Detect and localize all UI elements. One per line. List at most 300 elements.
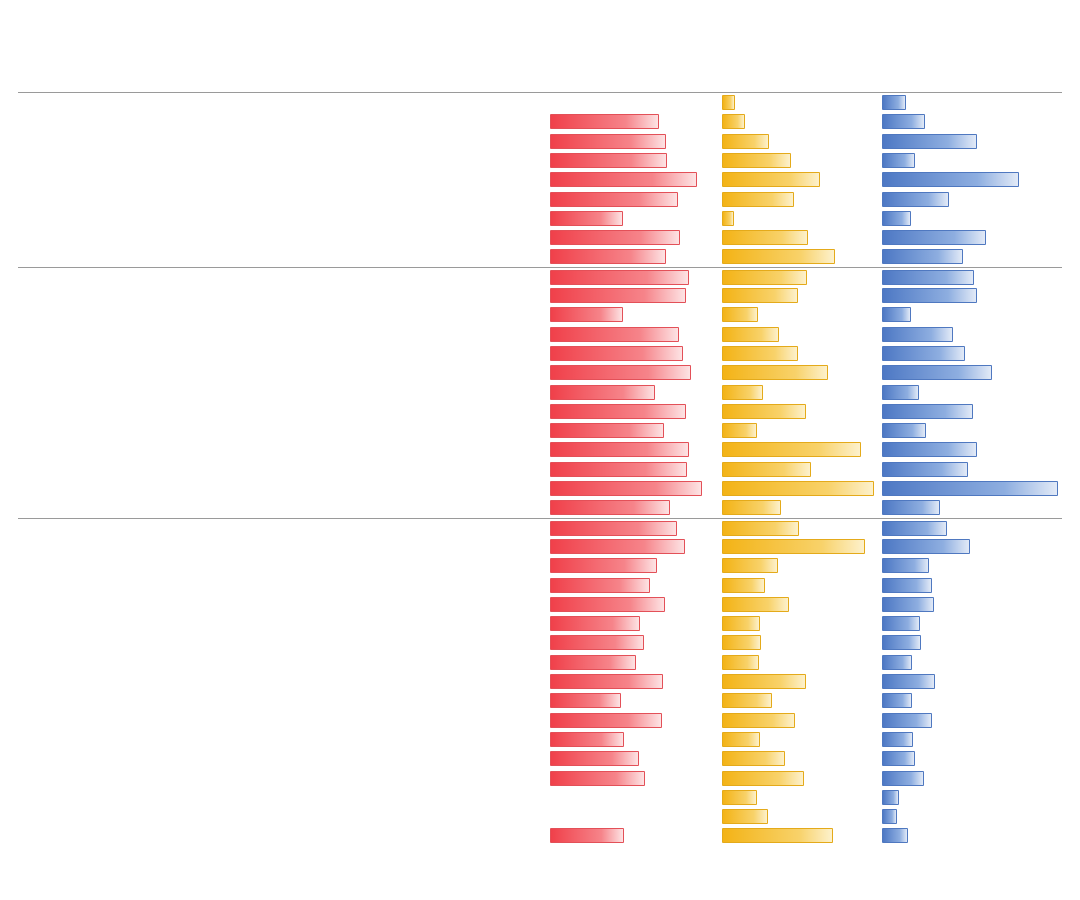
- total-debt-value: [404, 691, 542, 710]
- total-debt-value: [404, 440, 542, 459]
- share-value: [548, 672, 714, 691]
- ct-debt-value: [262, 383, 398, 402]
- ct-debt-value: [262, 228, 398, 247]
- total-debt-value: [404, 788, 542, 807]
- district-name: [90, 788, 150, 807]
- power-ratio-value: [880, 749, 1056, 768]
- gdp-value: [150, 556, 256, 575]
- power-ratio-value: [880, 228, 1056, 247]
- share-value: [548, 519, 714, 538]
- gdp-value: [150, 653, 256, 672]
- power-ratio-value: [880, 170, 1056, 189]
- total-debt-value: [404, 749, 542, 768]
- gdp-ratio-value: [720, 132, 874, 151]
- ct-debt-value: [262, 112, 398, 131]
- share-value: [548, 247, 714, 266]
- power-ratio-value: [880, 711, 1056, 730]
- share-value: [548, 151, 714, 170]
- ct-debt-value: [262, 190, 398, 209]
- table-row: [18, 209, 1062, 228]
- power-ratio-value: [880, 519, 1056, 538]
- table-row: [18, 421, 1062, 440]
- table-header: [18, 50, 1062, 93]
- district-name: [90, 653, 150, 672]
- gdp-value: [150, 112, 256, 131]
- gdp-ratio-value: [720, 440, 874, 459]
- gdp-ratio-value: [720, 595, 874, 614]
- share-value: [548, 691, 714, 710]
- total-debt-value: [404, 633, 542, 652]
- district-name: [90, 749, 150, 768]
- district-name: [90, 402, 150, 421]
- gdp-ratio-value: [720, 460, 874, 479]
- gdp-ratio-value: [720, 537, 874, 556]
- total-debt-value: [404, 519, 542, 538]
- gdp-ratio-value: [720, 286, 874, 305]
- total-debt-value: [404, 576, 542, 595]
- district-name: [90, 344, 150, 363]
- gdp-value: [150, 826, 256, 845]
- ct-debt-value: [262, 788, 398, 807]
- gdp-value: [150, 788, 256, 807]
- power-ratio-value: [880, 460, 1056, 479]
- ct-debt-value: [262, 170, 398, 189]
- total-debt-value: [404, 498, 542, 517]
- table-row: [18, 286, 1062, 305]
- share-value: [548, 209, 714, 228]
- share-value: [548, 112, 714, 131]
- total-debt-value: [404, 286, 542, 305]
- power-ratio-value: [880, 614, 1056, 633]
- table-row: [18, 595, 1062, 614]
- ct-debt-value: [262, 711, 398, 730]
- table-row: [18, 614, 1062, 633]
- power-ratio-value: [880, 807, 1056, 826]
- share-value: [548, 595, 714, 614]
- total-debt-value: [404, 190, 542, 209]
- power-ratio-value: [880, 537, 1056, 556]
- table-row: [18, 518, 1062, 537]
- share-value: [548, 268, 714, 287]
- share-value: [548, 576, 714, 595]
- power-ratio-value: [880, 247, 1056, 266]
- district-name: [90, 691, 150, 710]
- ct-debt-value: [262, 576, 398, 595]
- district-name: [90, 672, 150, 691]
- table-row: [18, 691, 1062, 710]
- gdp-ratio-value: [720, 576, 874, 595]
- ct-debt-value: [262, 749, 398, 768]
- table-row: [18, 228, 1062, 247]
- gdp-value: [150, 151, 256, 170]
- ct-debt-value: [262, 421, 398, 440]
- ct-debt-value: [262, 614, 398, 633]
- power-ratio-value: [880, 556, 1056, 575]
- district-name: [90, 190, 150, 209]
- gdp-value: [150, 460, 256, 479]
- gdp-value: [150, 344, 256, 363]
- ct-debt-value: [262, 286, 398, 305]
- power-ratio-value: [880, 826, 1056, 845]
- gdp-value: [150, 769, 256, 788]
- gdp-value: [150, 228, 256, 247]
- gdp-ratio-value: [720, 769, 874, 788]
- power-ratio-value: [880, 132, 1056, 151]
- ct-debt-value: [262, 826, 398, 845]
- power-ratio-value: [880, 440, 1056, 459]
- share-value: [548, 653, 714, 672]
- gdp-ratio-value: [720, 383, 874, 402]
- gdp-value: [150, 479, 256, 498]
- gdp-value: [150, 730, 256, 749]
- gdp-ratio-value: [720, 730, 874, 749]
- district-name: [90, 112, 150, 131]
- table-row: [18, 653, 1062, 672]
- gdp-value: [150, 325, 256, 344]
- gdp-value: [150, 209, 256, 228]
- ct-debt-value: [262, 807, 398, 826]
- table-row: [18, 151, 1062, 170]
- total-debt-value: [404, 325, 542, 344]
- table-row: [18, 479, 1062, 498]
- share-value: [548, 440, 714, 459]
- gdp-value: [150, 672, 256, 691]
- header-gdp: [150, 50, 262, 92]
- ct-debt-value: [262, 653, 398, 672]
- district-name: [90, 769, 150, 788]
- power-ratio-value: [880, 190, 1056, 209]
- gdp-ratio-value: [720, 788, 874, 807]
- power-ratio-value: [880, 305, 1056, 324]
- ct-debt-value: [262, 363, 398, 382]
- table-row: [18, 807, 1062, 826]
- gdp-value: [150, 93, 256, 112]
- district-name: [90, 498, 150, 517]
- share-value: [548, 769, 714, 788]
- power-ratio-value: [880, 576, 1056, 595]
- district-name: [90, 479, 150, 498]
- gdp-value: [150, 132, 256, 151]
- district-name: [90, 614, 150, 633]
- gdp-value: [150, 247, 256, 266]
- total-debt-value: [404, 383, 542, 402]
- total-debt-value: [404, 537, 542, 556]
- total-debt-value: [404, 402, 542, 421]
- gdp-ratio-value: [720, 268, 874, 287]
- gdp-ratio-value: [720, 691, 874, 710]
- total-debt-value: [404, 479, 542, 498]
- power-ratio-value: [880, 268, 1056, 287]
- total-debt-value: [404, 112, 542, 131]
- power-ratio-value: [880, 672, 1056, 691]
- share-value: [548, 788, 714, 807]
- table-row: [18, 132, 1062, 151]
- district-name: [90, 421, 150, 440]
- gdp-value: [150, 268, 256, 287]
- gdp-value: [150, 576, 256, 595]
- ct-debt-value: [262, 344, 398, 363]
- share-value: [548, 614, 714, 633]
- power-ratio-value: [880, 112, 1056, 131]
- gdp-ratio-value: [720, 498, 874, 517]
- power-ratio-value: [880, 325, 1056, 344]
- table-row: [18, 730, 1062, 749]
- share-value: [548, 344, 714, 363]
- share-value: [548, 460, 714, 479]
- total-debt-value: [404, 460, 542, 479]
- total-debt-value: [404, 344, 542, 363]
- total-debt-value: [404, 595, 542, 614]
- power-ratio-value: [880, 151, 1056, 170]
- table-row: [18, 93, 1062, 112]
- share-value: [548, 325, 714, 344]
- table-row: [18, 363, 1062, 382]
- gdp-value: [150, 383, 256, 402]
- power-ratio-value: [880, 730, 1056, 749]
- total-debt-value: [404, 170, 542, 189]
- gdp-ratio-value: [720, 112, 874, 131]
- gdp-ratio-value: [720, 247, 874, 266]
- district-name: [90, 730, 150, 749]
- table-row: [18, 672, 1062, 691]
- power-ratio-value: [880, 93, 1056, 112]
- gdp-ratio-value: [720, 479, 874, 498]
- ct-debt-value: [262, 691, 398, 710]
- gdp-value: [150, 402, 256, 421]
- power-ratio-value: [880, 402, 1056, 421]
- gdp-value: [150, 749, 256, 768]
- share-value: [548, 730, 714, 749]
- share-value: [548, 749, 714, 768]
- table-row: [18, 498, 1062, 517]
- table-row: [18, 537, 1062, 556]
- total-debt-value: [404, 268, 542, 287]
- table-row: [18, 170, 1062, 189]
- power-ratio-value: [880, 653, 1056, 672]
- power-ratio-value: [880, 286, 1056, 305]
- district-name: [90, 132, 150, 151]
- gdp-ratio-value: [720, 344, 874, 363]
- district-name: [90, 93, 150, 112]
- district-name: [90, 556, 150, 575]
- ct-debt-value: [262, 151, 398, 170]
- table-row: [18, 402, 1062, 421]
- district-name: [90, 711, 150, 730]
- gdp-ratio-value: [720, 190, 874, 209]
- gdp-ratio-value: [720, 826, 874, 845]
- total-debt-value: [404, 769, 542, 788]
- gdp-value: [150, 519, 256, 538]
- ct-debt-value: [262, 498, 398, 517]
- header-share: [548, 50, 720, 92]
- gdp-ratio-value: [720, 749, 874, 768]
- gdp-value: [150, 537, 256, 556]
- gdp-ratio-value: [720, 151, 874, 170]
- share-value: [548, 132, 714, 151]
- gdp-ratio-value: [720, 633, 874, 652]
- gdp-ratio-value: [720, 556, 874, 575]
- gdp-ratio-value: [720, 614, 874, 633]
- power-ratio-value: [880, 595, 1056, 614]
- ct-debt-value: [262, 633, 398, 652]
- share-value: [548, 711, 714, 730]
- share-value: [548, 286, 714, 305]
- total-debt-value: [404, 711, 542, 730]
- table-row: [18, 769, 1062, 788]
- ct-debt-value: [262, 730, 398, 749]
- power-ratio-value: [880, 479, 1056, 498]
- share-value: [548, 479, 714, 498]
- total-debt-value: [404, 614, 542, 633]
- table-row: [18, 112, 1062, 131]
- share-value: [548, 93, 714, 112]
- table-row: [18, 190, 1062, 209]
- share-value: [548, 633, 714, 652]
- district-name: [90, 247, 150, 266]
- table-row: [18, 440, 1062, 459]
- ct-debt-value: [262, 402, 398, 421]
- header-gdp-ratio: [720, 50, 880, 92]
- gdp-value: [150, 614, 256, 633]
- ct-debt-value: [262, 268, 398, 287]
- share-value: [548, 421, 714, 440]
- gdp-value: [150, 421, 256, 440]
- ct-debt-value: [262, 460, 398, 479]
- district-name: [90, 170, 150, 189]
- table-row: [18, 460, 1062, 479]
- district-name: [90, 228, 150, 247]
- table-row: [18, 711, 1062, 730]
- table-row: [18, 556, 1062, 575]
- total-debt-value: [404, 247, 542, 266]
- ct-debt-value: [262, 537, 398, 556]
- gdp-ratio-value: [720, 363, 874, 382]
- gdp-ratio-value: [720, 653, 874, 672]
- district-name: [90, 440, 150, 459]
- ct-debt-value: [262, 595, 398, 614]
- ct-debt-value: [262, 325, 398, 344]
- share-value: [548, 305, 714, 324]
- gdp-value: [150, 190, 256, 209]
- total-debt-value: [404, 730, 542, 749]
- ct-debt-value: [262, 479, 398, 498]
- share-value: [548, 363, 714, 382]
- table-row: [18, 383, 1062, 402]
- power-ratio-value: [880, 209, 1056, 228]
- total-debt-value: [404, 807, 542, 826]
- gdp-value: [150, 807, 256, 826]
- ct-debt-value: [262, 556, 398, 575]
- gdp-value: [150, 170, 256, 189]
- gdp-ratio-value: [720, 93, 874, 112]
- header-power-ratio: [880, 50, 1062, 92]
- ct-debt-value: [262, 440, 398, 459]
- share-value: [548, 228, 714, 247]
- total-debt-value: [404, 228, 542, 247]
- header-total-debt: [404, 50, 548, 92]
- gdp-ratio-value: [720, 807, 874, 826]
- table-row: [18, 344, 1062, 363]
- district-name: [90, 286, 150, 305]
- table-row: [18, 633, 1062, 652]
- gdp-ratio-value: [720, 209, 874, 228]
- gdp-ratio-value: [720, 305, 874, 324]
- power-ratio-value: [880, 691, 1056, 710]
- total-debt-value: [404, 421, 542, 440]
- ct-debt-value: [262, 769, 398, 788]
- table-row: [18, 247, 1062, 266]
- district-name: [90, 383, 150, 402]
- gdp-ratio-value: [720, 672, 874, 691]
- gdp-value: [150, 595, 256, 614]
- ct-debt-value: [262, 209, 398, 228]
- share-value: [548, 807, 714, 826]
- total-debt-value: [404, 132, 542, 151]
- ct-debt-value: [262, 672, 398, 691]
- gdp-value: [150, 711, 256, 730]
- total-debt-value: [404, 653, 542, 672]
- district-name: [90, 826, 150, 845]
- share-value: [548, 170, 714, 189]
- gdp-value: [150, 440, 256, 459]
- debt-table: [18, 50, 1062, 93]
- gdp-ratio-value: [720, 170, 874, 189]
- table-row: [18, 826, 1062, 845]
- district-name: [90, 305, 150, 324]
- power-ratio-value: [880, 498, 1056, 517]
- ct-debt-value: [262, 519, 398, 538]
- district-name: [90, 595, 150, 614]
- table-row: [18, 305, 1062, 324]
- gdp-ratio-value: [720, 228, 874, 247]
- power-ratio-value: [880, 383, 1056, 402]
- share-value: [548, 826, 714, 845]
- gdp-ratio-value: [720, 421, 874, 440]
- gdp-value: [150, 691, 256, 710]
- total-debt-value: [404, 826, 542, 845]
- gdp-ratio-value: [720, 402, 874, 421]
- ct-debt-value: [262, 93, 398, 112]
- total-debt-value: [404, 209, 542, 228]
- district-name: [90, 325, 150, 344]
- table-row: [18, 749, 1062, 768]
- ct-debt-value: [262, 247, 398, 266]
- gdp-value: [150, 363, 256, 382]
- table-row: [18, 267, 1062, 286]
- total-debt-value: [404, 305, 542, 324]
- district-name: [90, 363, 150, 382]
- gdp-value: [150, 498, 256, 517]
- total-debt-value: [404, 93, 542, 112]
- total-debt-value: [404, 556, 542, 575]
- gdp-value: [150, 305, 256, 324]
- power-ratio-value: [880, 788, 1056, 807]
- table-row: [18, 788, 1062, 807]
- header-district: [88, 50, 150, 92]
- district-name: [90, 519, 150, 538]
- district-name: [90, 151, 150, 170]
- total-debt-value: [404, 363, 542, 382]
- ct-debt-value: [262, 305, 398, 324]
- gdp-ratio-value: [720, 325, 874, 344]
- district-name: [90, 633, 150, 652]
- header-ct-debt: [262, 50, 404, 92]
- table-row: [18, 325, 1062, 344]
- share-value: [548, 402, 714, 421]
- share-value: [548, 498, 714, 517]
- total-debt-value: [404, 672, 542, 691]
- power-ratio-value: [880, 421, 1056, 440]
